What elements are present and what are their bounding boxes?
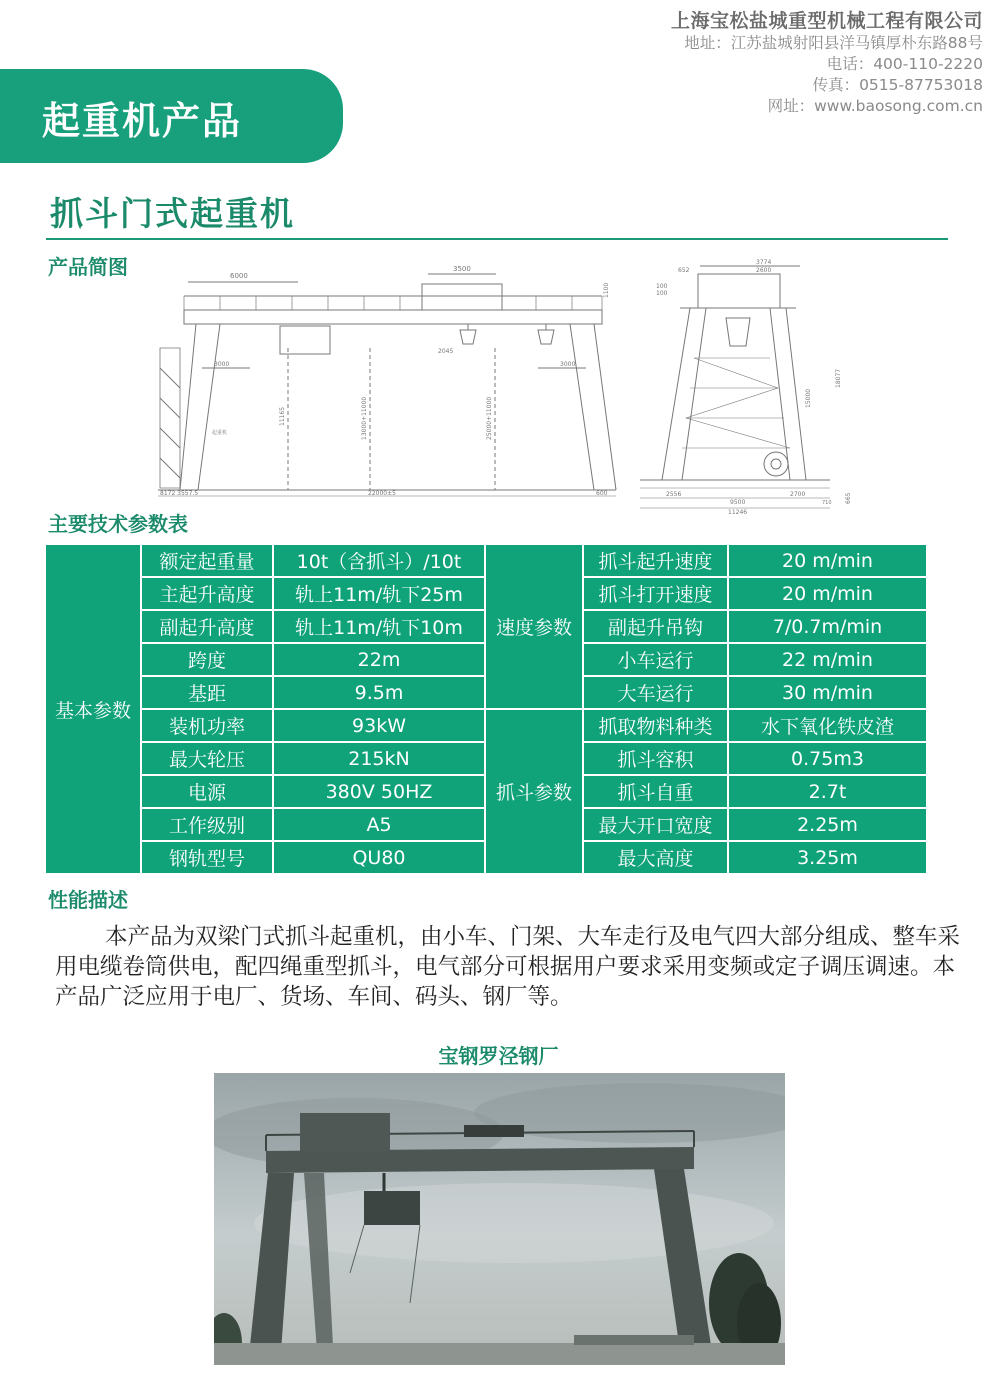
company-fax: 传真：0515-87753018	[812, 76, 983, 94]
title-divider	[46, 238, 948, 240]
param-name: 跨度	[141, 643, 273, 676]
product-title: 抓斗门式起重机	[50, 194, 295, 233]
dim-base-span: 22000±5	[368, 490, 396, 497]
banner-title: 起重机产品	[42, 99, 243, 143]
table-row	[45, 544, 927, 577]
section-spec-heading: 主要技术参数表	[48, 512, 188, 536]
dim-mid-2: 2045	[438, 348, 454, 355]
param-name: 抓斗容积	[583, 742, 728, 775]
dim-top-2: 3500	[453, 265, 471, 273]
param-value: 0.75m3	[728, 742, 927, 775]
side-dim-bottom-5: 11246	[728, 509, 748, 516]
param-name: 副起升高度	[141, 610, 273, 643]
param-value: QU80	[273, 841, 485, 874]
param-name: 小车运行	[583, 643, 728, 676]
param-name: 主起升高度	[141, 577, 273, 610]
dim-height-top: 1100	[603, 282, 610, 298]
company-address: 地址：江苏盐城射阳县洋马镇厚朴东路88号	[684, 34, 983, 52]
param-value: 9.5m	[273, 676, 485, 709]
category-banner	[0, 69, 343, 163]
param-name: 装机功率	[141, 709, 273, 742]
side-dim-top-2: 2600	[756, 267, 772, 274]
photo-caption: 宝钢罗泾钢厂	[438, 1044, 559, 1068]
dim-mid-1: 3000	[214, 361, 230, 368]
performance-text: 本产品为双梁门式抓斗起重机，由小车、门架、大车走行及电气四大部分组成、整车采用电缆卷筒供电，配四绳重型抓斗，电气部分可根据用户要求采用变频或定子调压调速。本产品广泛应用于电厂、货场、车间、码头、钢厂等。	[55, 924, 961, 1010]
param-name: 基距	[141, 676, 273, 709]
side-dim-left-1: 652	[678, 267, 690, 274]
param-name: 额定起重量	[141, 544, 273, 577]
param-name: 抓斗自重	[583, 775, 728, 808]
param-name: 抓斗打开速度	[583, 577, 728, 610]
param-value: 93kW	[273, 709, 485, 742]
side-dim-left-3: 100	[656, 290, 668, 297]
company-name: 上海宝松盐城重型机械工程有限公司	[670, 10, 983, 32]
side-dim-bottom-1: 2556	[666, 491, 682, 498]
param-value: 380V 50HZ	[273, 775, 485, 808]
side-elevation	[640, 259, 852, 516]
side-dim-vertical-1: 15000	[805, 388, 812, 408]
side-dim-bottom-2: 2700	[790, 491, 806, 498]
param-name: 最大开口宽度	[583, 808, 728, 841]
section-performance-heading: 性能描述	[48, 888, 128, 912]
side-dim-bottom-3: 9500	[730, 499, 746, 506]
param-value: 22m	[273, 643, 485, 676]
spec-table	[44, 543, 928, 875]
param-name: 抓取物料种类	[583, 709, 728, 742]
param-value: 10t（含抓斗）/10t	[273, 544, 485, 577]
company-header	[671, 6, 983, 117]
param-value: 215kN	[273, 742, 485, 775]
param-value: 3.25m	[728, 841, 927, 874]
param-name: 工作级别	[141, 808, 273, 841]
side-dim-bottom-4: 710	[822, 500, 832, 506]
param-name: 电源	[141, 775, 273, 808]
company-phone: 电话：400-110-2220	[826, 55, 983, 73]
param-name: 大车运行	[583, 676, 728, 709]
dim-base-right: 600	[596, 490, 608, 497]
company-website: 网址：www.baosong.com.cn	[767, 97, 983, 115]
dim-vertical-3: 25000+11000	[486, 396, 493, 440]
param-name: 抓斗起升速度	[583, 544, 728, 577]
drawing-note: 起重机	[212, 430, 228, 436]
dim-vertical-2: 13000+11000	[361, 396, 368, 440]
param-value: 2.25m	[728, 808, 927, 841]
param-name: 副起升吊钩	[583, 610, 728, 643]
dim-top-1: 6000	[230, 272, 248, 280]
param-value: 水下氧化铁皮渣	[728, 709, 927, 742]
param-name: 钢轨型号	[141, 841, 273, 874]
param-name: 最大高度	[583, 841, 728, 874]
table-row	[45, 709, 927, 742]
param-value: 2.7t	[728, 775, 927, 808]
param-value: 轨上11m/轨下10m	[273, 610, 485, 643]
side-dim-vertical-2: 18077	[835, 368, 842, 388]
group-speed: 速度参数	[485, 544, 583, 709]
crane-photo	[214, 1073, 785, 1365]
dim-mid-3: 3000	[560, 361, 576, 368]
param-value: 7/0.7m/min	[728, 610, 927, 643]
dim-vertical-1: 11165	[279, 406, 286, 426]
param-name: 最大轮压	[141, 742, 273, 775]
param-value: 轨上11m/轨下25m	[273, 577, 485, 610]
param-value: 20 m/min	[728, 577, 927, 610]
front-elevation	[158, 265, 616, 497]
param-value: 22 m/min	[728, 643, 927, 676]
group-grab: 抓斗参数	[485, 709, 583, 874]
param-value: 30 m/min	[728, 676, 927, 709]
group-basic: 基本参数	[45, 544, 141, 874]
section-diagram-heading: 产品简图	[48, 255, 128, 279]
side-dim-right: 665	[845, 492, 852, 504]
param-value: A5	[273, 808, 485, 841]
crane-drawing	[150, 258, 860, 520]
side-dim-top-1: 3774	[756, 259, 772, 266]
dim-base-left: 8172 3557.5	[160, 490, 199, 497]
side-dim-left-2: 100	[656, 283, 668, 290]
performance-paragraph	[55, 922, 960, 1012]
param-value: 20 m/min	[728, 544, 927, 577]
